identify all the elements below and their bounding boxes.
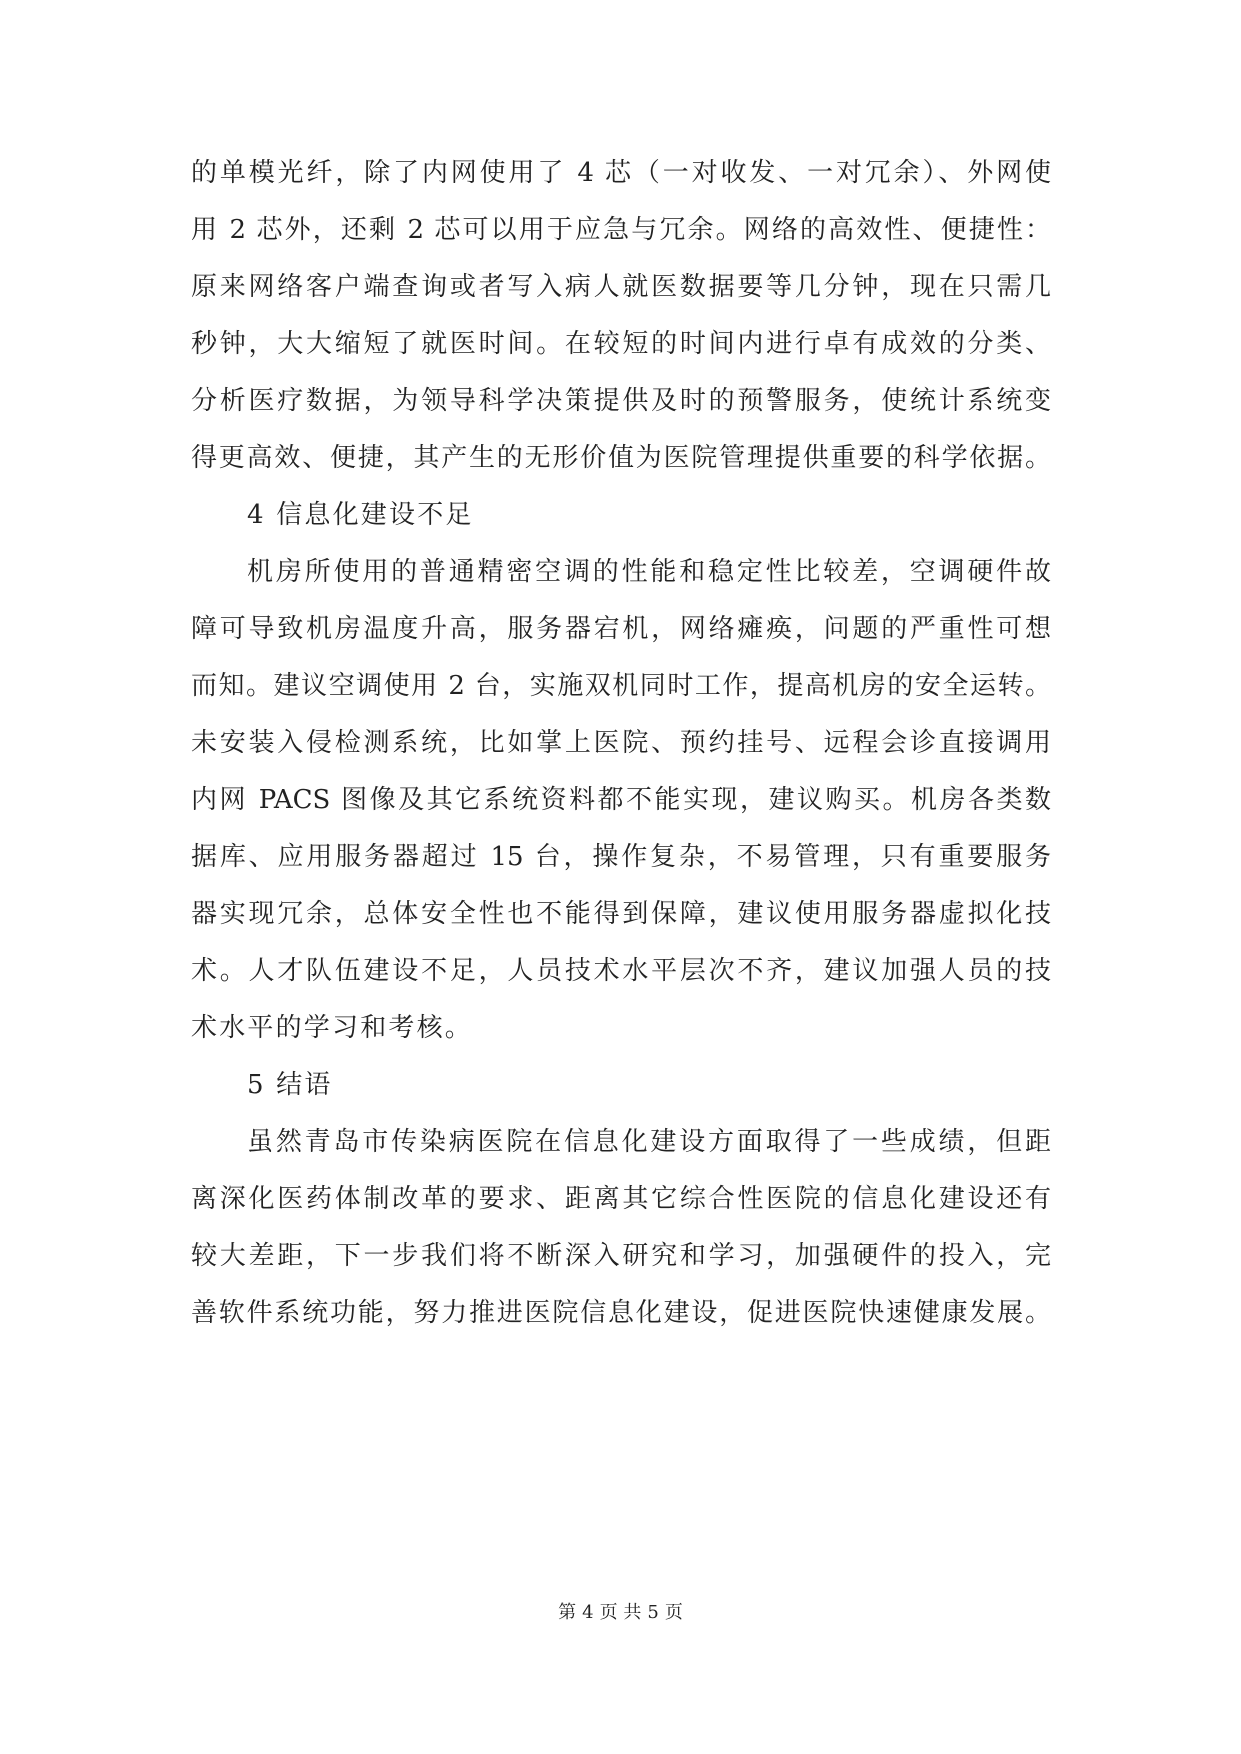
body-text-line: 障可导致机房温度升高，服务器宕机，网络瘫痪，问题的严重性可想: [191, 614, 1051, 644]
section-heading-5: 5 结语: [247, 1070, 333, 1100]
body-text-line: 用 2 芯外，还剩 2 芯可以用于应急与冗余。网络的高效性、便捷性：: [191, 215, 1051, 245]
footer-prefix: 第: [558, 1602, 577, 1623]
section-heading-4: 4 信息化建设不足: [247, 500, 474, 530]
body-text-line: 而知。建议空调使用 2 台，实施双机同时工作，提高机房的安全运转。: [191, 671, 1051, 701]
body-text-line: 的单模光纤，除了内网使用了 4 芯（一对收发、一对冗余）、外网使: [191, 158, 1051, 188]
body-text-line: 虽然青岛市传染病医院在信息化建设方面取得了一些成绩，但距: [247, 1127, 1051, 1157]
total-pages-number: 5: [647, 1602, 659, 1623]
body-text-line: 离深化医药体制改革的要求、距离其它综合性医院的信息化建设还有: [191, 1184, 1051, 1214]
body-text-line: 原来网络客户端查询或者写入病人就医数据要等几分钟，现在只需几: [191, 272, 1051, 302]
footer-suffix: 页: [664, 1602, 683, 1623]
body-text-line: 秒钟，大大缩短了就医时间。在较短的时间内进行卓有成效的分类、: [191, 329, 1051, 359]
body-text-line: 机房所使用的普通精密空调的性能和稳定性比较差，空调硬件故: [247, 557, 1051, 587]
footer-middle: 页 共: [599, 1602, 642, 1623]
body-text-line: 术水平的学习和考核。: [191, 1013, 474, 1043]
body-text-line: 未安装入侵检测系统，比如掌上医院、预约挂号、远程会诊直接调用: [191, 728, 1051, 758]
body-text-line: 较大差距，下一步我们将不断深入研究和学习，加强硬件的投入，完: [191, 1241, 1051, 1271]
body-text-line: 善软件系统功能，努力推进医院信息化建设，促进医院快速健康发展。: [191, 1298, 1051, 1328]
page-footer: [0, 1601, 1241, 1625]
body-text-line: 内网 PACS 图像及其它系统资料都不能实现，建议购买。机房各类数: [191, 785, 1051, 815]
body-text-line: 分析医疗数据，为领导科学决策提供及时的预警服务，使统计系统变: [191, 386, 1051, 416]
body-text-line: 得更高效、便捷，其产生的无形价值为医院管理提供重要的科学依据。: [191, 443, 1051, 473]
body-text-line: 据库、应用服务器超过 15 台，操作复杂，不易管理，只有重要服务: [191, 842, 1051, 872]
body-text-line: 术。人才队伍建设不足，人员技术水平层次不齐，建议加强人员的技: [191, 956, 1051, 986]
current-page-number: 4: [582, 1602, 594, 1623]
body-text-line: 器实现冗余，总体安全性也不能得到保障，建议使用服务器虚拟化技: [191, 899, 1051, 929]
